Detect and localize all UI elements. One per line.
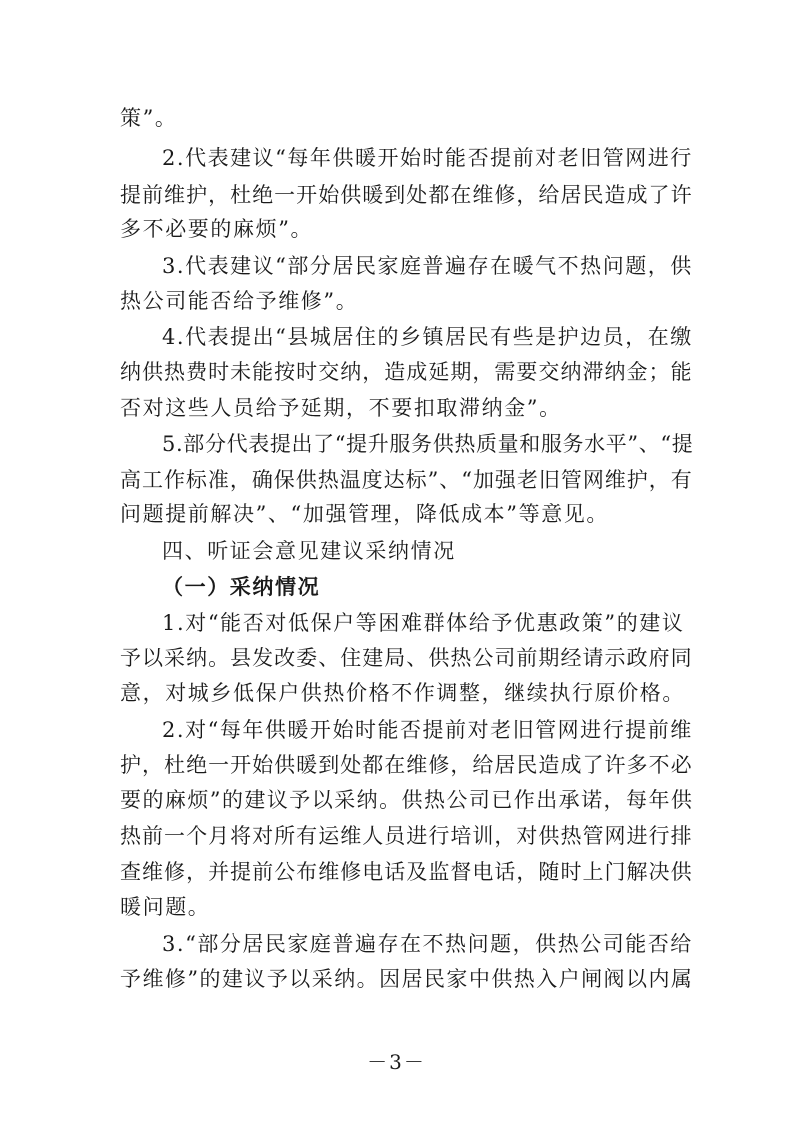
page-number: －3－	[367, 1050, 426, 1074]
paragraph-line: 4.代表提出“县城居住的乡镇居民有些是护边员，在缴	[162, 325, 693, 349]
paragraph-line: 查维修，并提前公布维修电话及监督电话，随时上门解决供	[120, 860, 693, 884]
paragraph-line: 2.代表建议“每年供暖开始时能否提前对老旧管网进行	[162, 146, 693, 170]
paragraph-line: 2.对“每年供暖开始时能否提前对老旧管网进行提前维	[162, 718, 693, 742]
paragraph-line: 予维修”的建议予以采纳。因居民家中供热入户闸阀以内属	[120, 967, 694, 991]
paragraph-line: 予以采纳。县发改委、住建局、供热公司前期经请示政府同	[120, 646, 693, 670]
paragraph-line: 护，杜绝一开始供暖到处都在维修，给居民造成了许多不必	[120, 753, 693, 777]
paragraph-line: 热前一个月将对所有运维人员进行培训，对供热管网进行排	[120, 824, 693, 848]
paragraph-line: 要的麻烦”的建议予以采纳。供热公司已作出承诺，每年供	[120, 788, 694, 812]
paragraph-line: 1.对“能否对低保户等困难群体给予优惠政策”的建议	[162, 611, 685, 635]
paragraph-line: 3.代表建议“部分居民家庭普遍存在暖气不热问题，供	[162, 254, 693, 278]
paragraph-line: 否对这些人员给予延期，不要扣取滞纳金”。	[120, 396, 562, 420]
paragraph-line: 策”。	[120, 106, 178, 130]
paragraph-line: 问题提前解决”、“加强管理，降低成本”等意见。	[120, 502, 610, 526]
section-heading: 四、听证会意见建议采纳情况	[162, 539, 456, 563]
paragraph-line: 3.“部分居民家庭普遍存在不热问题，供热公司能否给	[162, 932, 693, 956]
paragraph-line: 提前维护，杜绝一开始供暖到处都在维修，给居民造成了许	[120, 183, 693, 207]
paragraph-line: 5.部分代表提出了“提升服务供热质量和服务水平”、“提	[162, 432, 694, 456]
paragraph-line: 纳供热费时未能按时交纳，造成延期，需要交纳滞纳金；能	[120, 360, 693, 384]
paragraph-line: 热公司能否给予维修”。	[120, 289, 359, 313]
paragraph-line: 暖问题。	[120, 895, 211, 919]
paragraph-line: 意，对城乡低保户供热价格不作调整，继续执行原价格。	[120, 681, 685, 705]
paragraph-line: 多不必要的麻烦”。	[120, 217, 314, 241]
subsection-heading: （一）采纳情况	[162, 574, 321, 599]
paragraph-line: 高工作标准，确保供热温度达标”、“加强老旧管网维护，有	[120, 468, 693, 492]
